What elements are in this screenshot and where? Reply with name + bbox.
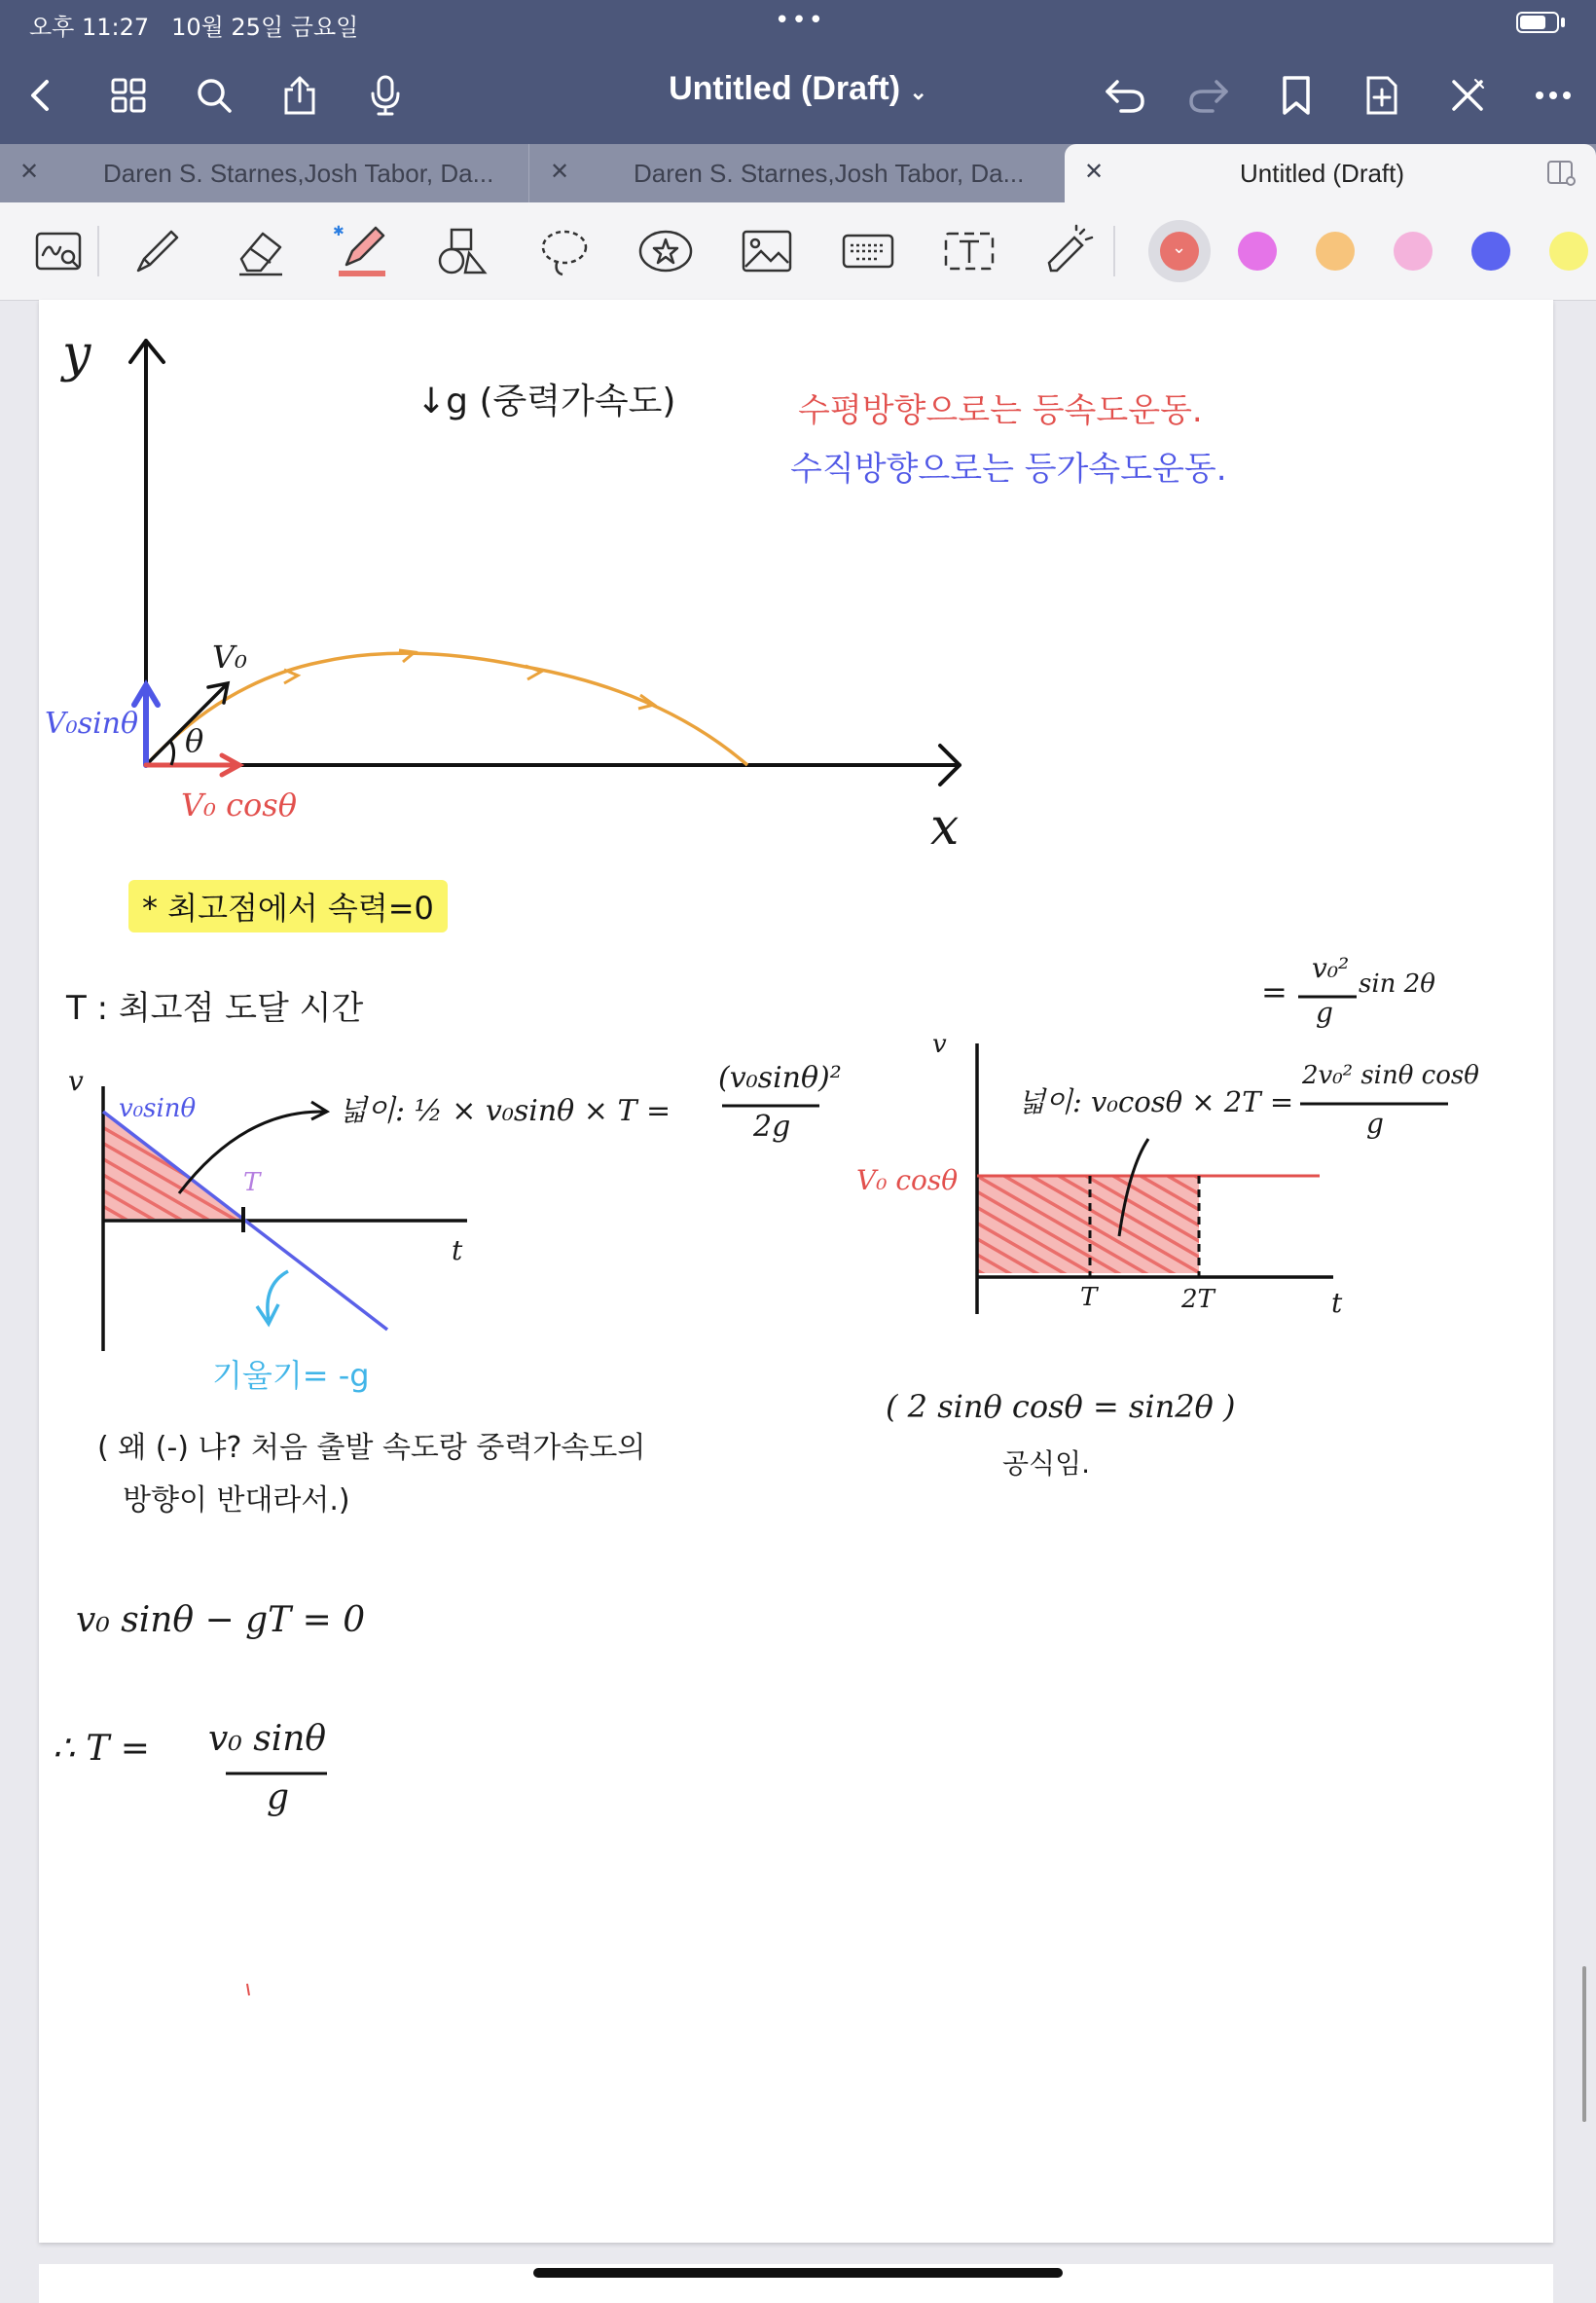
equation-1: v₀ sinθ − gT = 0 bbox=[76, 1600, 366, 1640]
graph1-T-label: T bbox=[243, 1168, 261, 1197]
v0cos-label: V₀ cosθ bbox=[181, 786, 297, 823]
slope-label: 기울기= -g bbox=[212, 1357, 370, 1394]
close-tab-icon[interactable]: ✕ bbox=[19, 159, 40, 185]
graph2-area-numerator: 2v₀² sinθ cosθ bbox=[1302, 1061, 1479, 1090]
chevron-down-icon: ⌄ bbox=[1172, 238, 1187, 258]
range-sin2theta: sin 2θ bbox=[1359, 969, 1435, 999]
y-axis-label: y bbox=[62, 325, 91, 384]
home-indicator[interactable] bbox=[533, 2268, 1063, 2278]
graph2-area-denominator: g bbox=[1366, 1108, 1384, 1140]
graph2-t-label: t bbox=[1331, 1287, 1343, 1319]
graph1-area-numerator: (v₀sinθ)² bbox=[718, 1061, 842, 1095]
v0sin-label: V₀sinθ bbox=[45, 707, 139, 741]
graph1-area-formula: 넓이: ½ × v₀sinθ × T = bbox=[339, 1094, 671, 1128]
document-title-menu[interactable]: Untitled (Draft) ⌄ bbox=[669, 70, 927, 107]
range-numerator: v₀² bbox=[1312, 952, 1350, 984]
highest-point-highlight: * 최고점에서 속력=0 bbox=[128, 880, 448, 932]
scrollbar[interactable] bbox=[1582, 1966, 1586, 2122]
close-tab-icon[interactable]: ✕ bbox=[550, 159, 570, 185]
close-tab-icon[interactable]: ✕ bbox=[1084, 159, 1105, 185]
chevron-down-icon: ⌄ bbox=[909, 80, 927, 104]
horizontal-motion-note: 수평방향으로는 등속도운동. bbox=[798, 391, 1203, 430]
graph1-v0sin-label: v₀sinθ bbox=[119, 1094, 197, 1123]
rectangle-area bbox=[977, 1176, 1199, 1273]
why-negative-line1: ( 왜 (-) 냐? 처음 출발 속도랑 중력가속도의 bbox=[97, 1431, 646, 1465]
graph2-area-formula: 넓이: v₀cosθ × 2T = bbox=[1018, 1085, 1294, 1118]
graph1-t-label: t bbox=[452, 1234, 463, 1266]
theta-arc bbox=[169, 740, 174, 765]
v0-label: V₀ bbox=[212, 639, 247, 676]
graph2-T-label: T bbox=[1080, 1283, 1098, 1312]
range-denominator: g bbox=[1316, 997, 1333, 1029]
gravity-label: ↓g (중력가속도) bbox=[417, 382, 676, 421]
vertical-motion-note: 수직방향으로는 등가속도운동. bbox=[790, 450, 1227, 489]
equation-2-prefix: ∴ T = bbox=[53, 1729, 150, 1769]
x-axis-label: x bbox=[930, 798, 960, 857]
theta-label: θ bbox=[185, 722, 204, 759]
slope-pointer-arrow bbox=[257, 1271, 288, 1324]
tab-untitled-draft[interactable]: ✕ Untitled (Draft) bbox=[1065, 144, 1596, 202]
graph1-area-denominator: 2g bbox=[753, 1110, 791, 1144]
graph1-v-label: v bbox=[68, 1065, 84, 1097]
multitasking-dots[interactable]: ••• bbox=[775, 6, 826, 35]
svg-text:✱: ✱ bbox=[333, 224, 345, 239]
graph2-2T-label: 2T bbox=[1181, 1285, 1215, 1314]
tab-document-1[interactable]: ✕ Daren S. Starnes,Josh Tabor, Da... bbox=[0, 144, 529, 202]
double-angle-identity: ( 2 sinθ cosθ = sin2θ ) bbox=[886, 1388, 1236, 1425]
identity-note: 공식임. bbox=[1002, 1447, 1091, 1480]
equation-2-numerator: v₀ sinθ bbox=[208, 1719, 327, 1759]
equation-2-denominator: g bbox=[267, 1777, 290, 1817]
T-definition: T : 최고점 도달 시간 bbox=[66, 989, 364, 1028]
status-time: 오후 11:27 10월 25일 금요일 bbox=[29, 14, 359, 41]
graph2-v-label: v bbox=[932, 1030, 947, 1059]
tab-document-2[interactable]: ✕ Daren S. Starnes,Josh Tabor, Da... bbox=[550, 159, 1025, 188]
graph2-v0cos-label: V₀ cosθ bbox=[856, 1164, 959, 1196]
why-negative-line2: 방향이 반대라서.) bbox=[123, 1483, 350, 1517]
range-equals: = bbox=[1261, 973, 1288, 1010]
x-axis bbox=[146, 746, 960, 785]
stray-mark bbox=[247, 1984, 249, 1995]
